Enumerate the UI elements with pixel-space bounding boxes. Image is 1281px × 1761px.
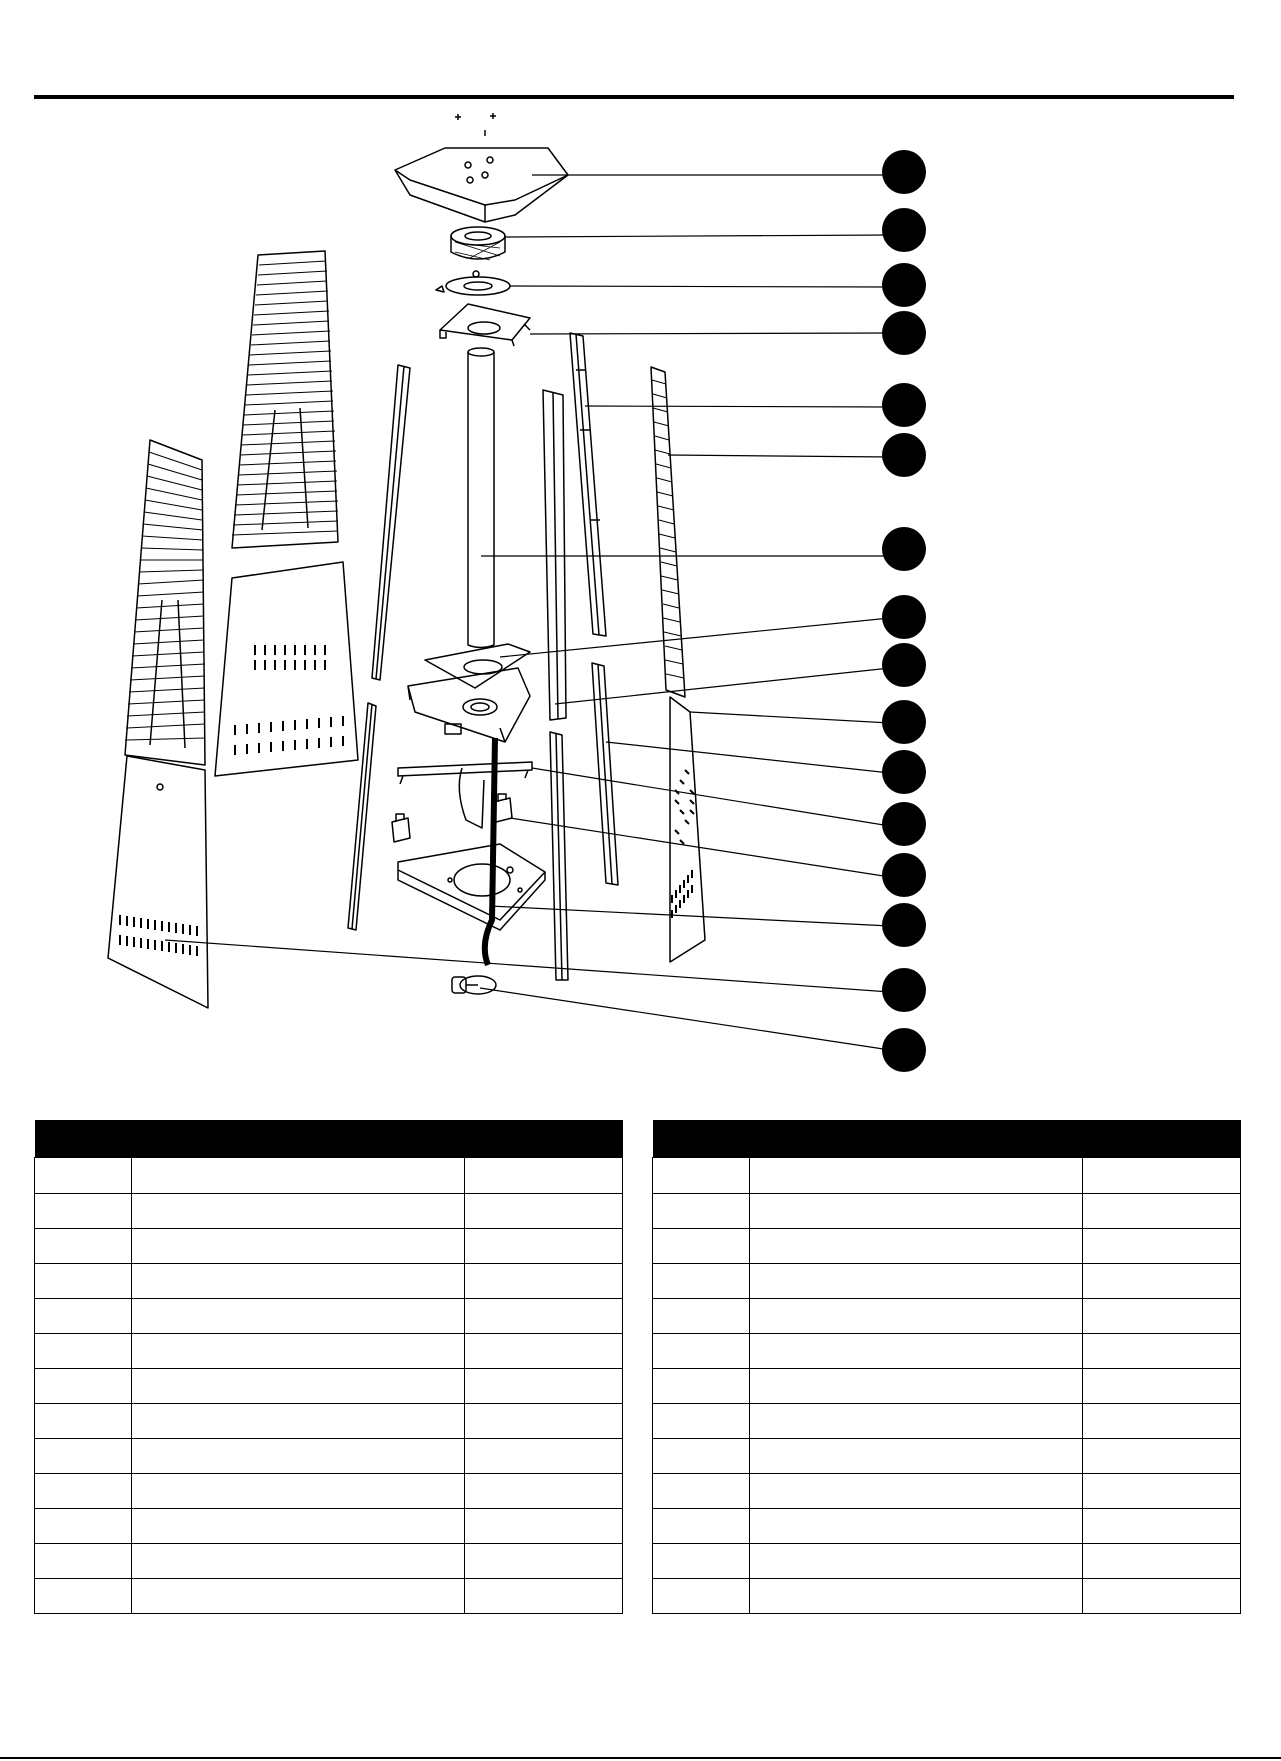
table-row bbox=[35, 1194, 623, 1229]
table-cell bbox=[750, 1509, 1083, 1544]
table-cell bbox=[750, 1229, 1083, 1264]
table-row bbox=[35, 1264, 623, 1299]
parts-list-table-left bbox=[34, 1120, 623, 1614]
back-lower-panel bbox=[215, 562, 358, 776]
table-row bbox=[35, 1579, 623, 1614]
table-cell bbox=[132, 1194, 465, 1229]
table-cell bbox=[35, 1334, 132, 1369]
left-upper-leg bbox=[372, 365, 410, 680]
table-cell bbox=[35, 1264, 132, 1299]
table-cell bbox=[653, 1544, 750, 1579]
table-cell bbox=[35, 1229, 132, 1264]
leader-lines bbox=[165, 175, 890, 1050]
table-cell bbox=[132, 1579, 465, 1614]
table-row bbox=[653, 1439, 1241, 1474]
table-cell bbox=[750, 1194, 1083, 1229]
table-cell bbox=[35, 1194, 132, 1229]
table-row bbox=[653, 1509, 1241, 1544]
table-cell bbox=[465, 1509, 623, 1544]
right-lower-leg bbox=[592, 663, 618, 885]
tank-strap bbox=[459, 768, 484, 828]
right-upper-leg bbox=[570, 333, 606, 636]
callout-marker bbox=[882, 802, 926, 846]
right-lower-panel bbox=[670, 697, 705, 962]
wing-nuts bbox=[455, 113, 496, 136]
table-cell bbox=[1083, 1229, 1241, 1264]
table-cell bbox=[132, 1509, 465, 1544]
center-lower-leg bbox=[550, 732, 568, 980]
table-cell bbox=[750, 1439, 1083, 1474]
table-cell bbox=[653, 1229, 750, 1264]
table-cell bbox=[132, 1334, 465, 1369]
front-door-panel bbox=[108, 756, 208, 1008]
table-cell bbox=[1083, 1334, 1241, 1369]
table-row bbox=[35, 1299, 623, 1334]
footer-rule bbox=[0, 1757, 1281, 1759]
column-header bbox=[132, 1158, 465, 1194]
table-cell bbox=[465, 1299, 623, 1334]
callout-marker bbox=[882, 208, 926, 252]
table-cell bbox=[35, 1299, 132, 1334]
callout-marker bbox=[882, 263, 926, 307]
table-cell bbox=[132, 1544, 465, 1579]
clamp-left bbox=[392, 814, 410, 842]
callout-marker bbox=[882, 1028, 926, 1072]
table-cell bbox=[35, 1439, 132, 1474]
table-row bbox=[653, 1369, 1241, 1404]
header-rule bbox=[34, 95, 1234, 99]
burner-bracket bbox=[440, 304, 530, 346]
table-cell bbox=[35, 1544, 132, 1579]
table-cell bbox=[653, 1579, 750, 1614]
callout-marker bbox=[882, 700, 926, 744]
table-row bbox=[653, 1299, 1241, 1334]
reflector-hood bbox=[395, 148, 568, 222]
callout-marker bbox=[882, 750, 926, 794]
control-housing bbox=[408, 668, 530, 742]
callout-marker bbox=[882, 643, 926, 687]
table-cell bbox=[465, 1334, 623, 1369]
table-cell bbox=[653, 1264, 750, 1299]
table-row bbox=[35, 1474, 623, 1509]
table-cell bbox=[653, 1474, 750, 1509]
table-row bbox=[35, 1439, 623, 1474]
column-header bbox=[653, 1158, 750, 1194]
table-cell bbox=[132, 1264, 465, 1299]
callout-marker bbox=[882, 853, 926, 897]
table-row bbox=[653, 1264, 1241, 1299]
table-cell bbox=[35, 1404, 132, 1439]
table-row bbox=[653, 1334, 1241, 1369]
callout-marker bbox=[882, 150, 926, 194]
callout-marker bbox=[882, 968, 926, 1012]
table-cell bbox=[1083, 1299, 1241, 1334]
column-header bbox=[465, 1158, 623, 1194]
table-cell bbox=[653, 1439, 750, 1474]
column-header bbox=[35, 1158, 132, 1194]
table-cell bbox=[465, 1194, 623, 1229]
table-row bbox=[35, 1509, 623, 1544]
table-row bbox=[35, 1544, 623, 1579]
table-row bbox=[653, 1404, 1241, 1439]
table-cell bbox=[1083, 1264, 1241, 1299]
table-row bbox=[35, 1369, 623, 1404]
left-lower-leg bbox=[348, 703, 376, 930]
base-frame bbox=[398, 844, 545, 930]
table-cell bbox=[35, 1369, 132, 1404]
table-cell bbox=[465, 1369, 623, 1404]
burner-plate bbox=[436, 271, 510, 295]
exploded-parts-diagram bbox=[0, 100, 1281, 1100]
table-title bbox=[653, 1120, 1241, 1158]
table-cell bbox=[1083, 1579, 1241, 1614]
table-row bbox=[653, 1474, 1241, 1509]
table-row bbox=[653, 1194, 1241, 1229]
table-cell bbox=[465, 1264, 623, 1299]
callout-marker bbox=[882, 595, 926, 639]
table-row bbox=[653, 1229, 1241, 1264]
table-cell bbox=[35, 1509, 132, 1544]
table-title bbox=[35, 1120, 623, 1158]
table-cell bbox=[1083, 1404, 1241, 1439]
table-row bbox=[35, 1404, 623, 1439]
table-cell bbox=[750, 1264, 1083, 1299]
table-cell bbox=[465, 1404, 623, 1439]
table-cell bbox=[1083, 1369, 1241, 1404]
table-cell bbox=[35, 1474, 132, 1509]
table-cell bbox=[750, 1299, 1083, 1334]
table-cell bbox=[1083, 1544, 1241, 1579]
callout-marker bbox=[882, 383, 926, 427]
table-cell bbox=[653, 1299, 750, 1334]
center-upper-leg bbox=[543, 390, 566, 720]
back-grill-panel bbox=[232, 251, 338, 548]
table-cell bbox=[653, 1194, 750, 1229]
right-grill-panel bbox=[651, 367, 685, 697]
table-cell bbox=[1083, 1509, 1241, 1544]
table-cell bbox=[132, 1404, 465, 1439]
callout-marker bbox=[882, 527, 926, 571]
table-cell bbox=[653, 1509, 750, 1544]
table-cell bbox=[750, 1474, 1083, 1509]
table-cell bbox=[465, 1439, 623, 1474]
table-row bbox=[653, 1544, 1241, 1579]
table-cell bbox=[750, 1334, 1083, 1369]
table-row bbox=[653, 1579, 1241, 1614]
table-row bbox=[35, 1334, 623, 1369]
table-cell bbox=[750, 1579, 1083, 1614]
callout-marker bbox=[882, 903, 926, 947]
column-header bbox=[750, 1158, 1083, 1194]
table-cell bbox=[653, 1334, 750, 1369]
table-cell bbox=[653, 1404, 750, 1439]
parts-list-table-right bbox=[652, 1120, 1241, 1614]
center-tube bbox=[468, 348, 494, 648]
table-cell bbox=[465, 1579, 623, 1614]
table-cell bbox=[35, 1579, 132, 1614]
table-cell bbox=[465, 1544, 623, 1579]
table-header-row bbox=[653, 1158, 1241, 1194]
cross-bar bbox=[398, 762, 532, 784]
table-cell bbox=[750, 1544, 1083, 1579]
table-cell bbox=[653, 1369, 750, 1404]
table-cell bbox=[465, 1474, 623, 1509]
gas-hose-regulator bbox=[452, 738, 496, 994]
table-cell bbox=[1083, 1194, 1241, 1229]
table-cell bbox=[132, 1299, 465, 1334]
left-grill-panel bbox=[125, 440, 205, 765]
callout-marker bbox=[882, 433, 926, 477]
table-cell bbox=[750, 1404, 1083, 1439]
table-header-row bbox=[35, 1158, 623, 1194]
table-cell bbox=[132, 1474, 465, 1509]
table-row bbox=[35, 1229, 623, 1264]
callout-marker bbox=[882, 311, 926, 355]
table-cell bbox=[1083, 1439, 1241, 1474]
table-cell bbox=[465, 1229, 623, 1264]
table-cell bbox=[132, 1439, 465, 1474]
table-cell bbox=[1083, 1474, 1241, 1509]
table-cell bbox=[750, 1369, 1083, 1404]
burner-screen bbox=[451, 227, 505, 260]
table-cell bbox=[132, 1229, 465, 1264]
column-header bbox=[1083, 1158, 1241, 1194]
table-cell bbox=[132, 1369, 465, 1404]
